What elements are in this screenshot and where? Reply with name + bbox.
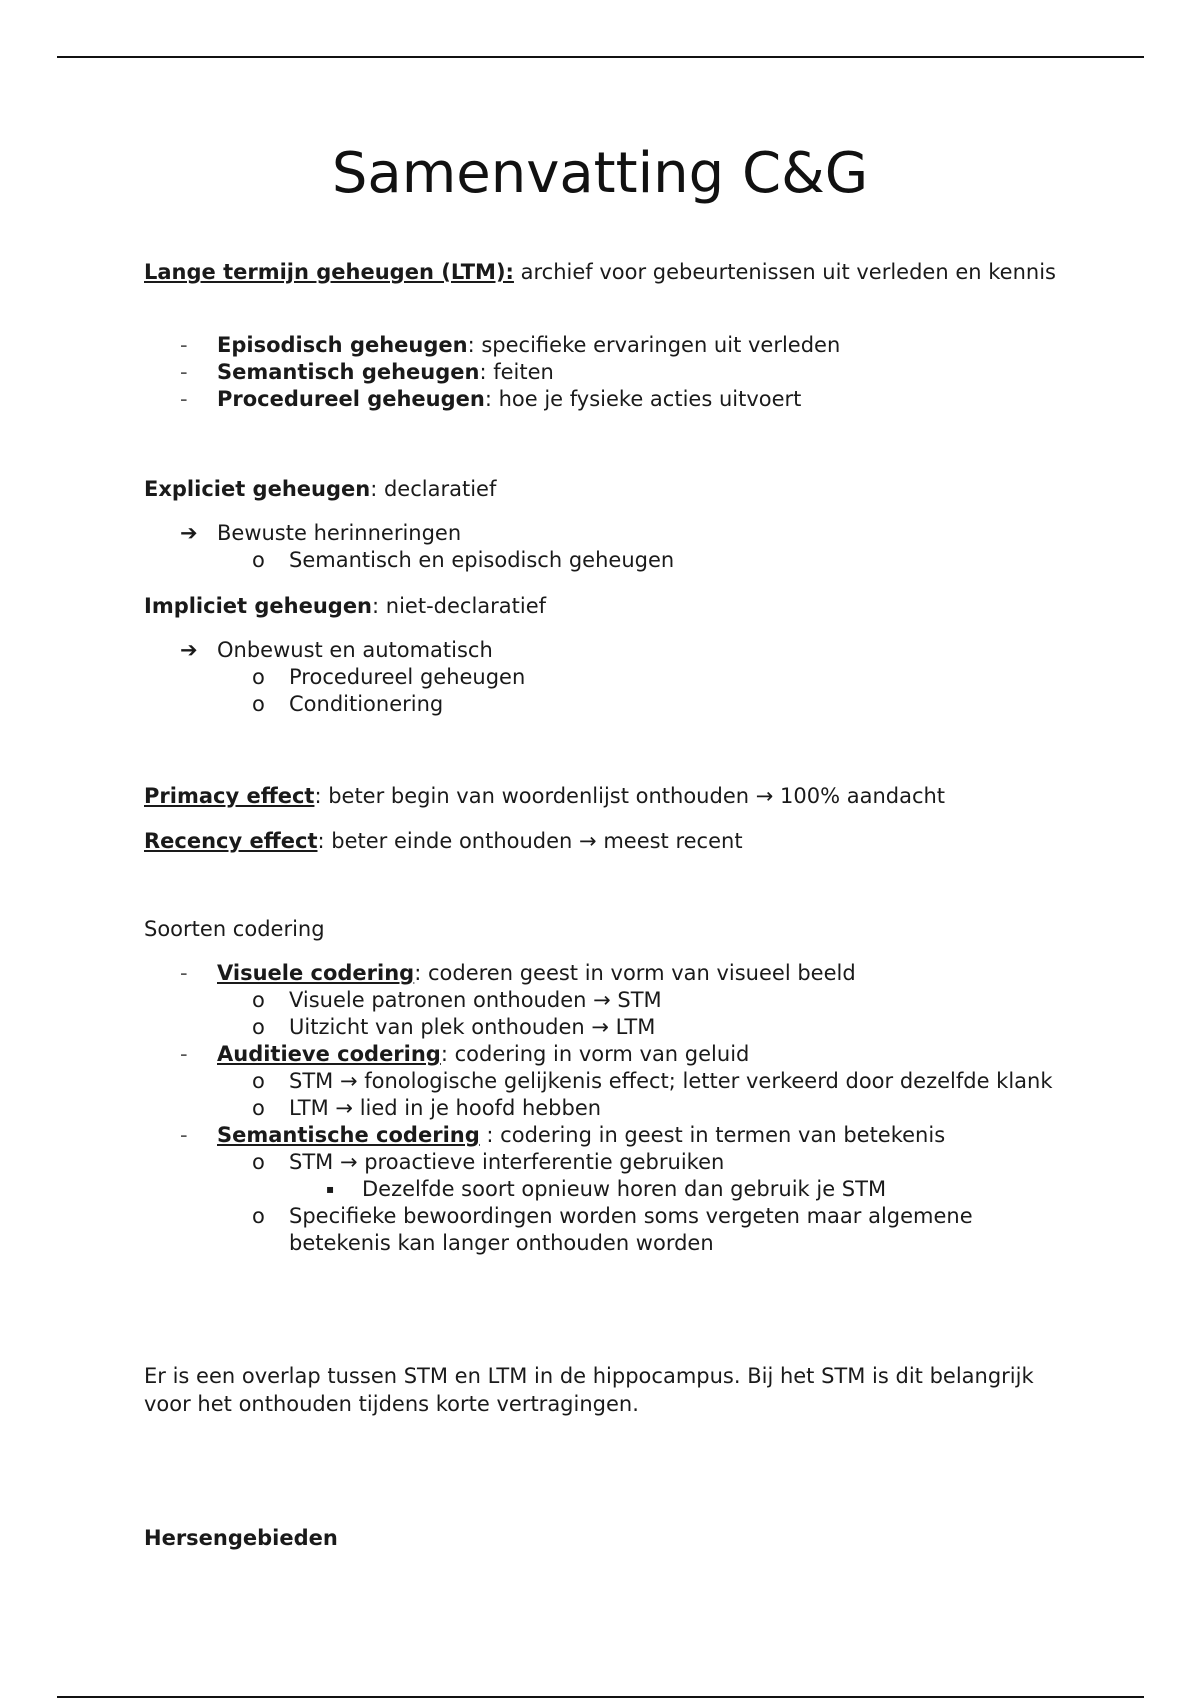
circle-marker: o [252, 1069, 265, 1093]
circle-marker: o [252, 548, 265, 572]
list-text: STM → fonologische gelijkenis effect; letter verkeerd door dezelfde klank [289, 1069, 1053, 1093]
recency-term: Recency effect [144, 829, 318, 853]
list-term: Semantisch geheugen [217, 360, 480, 384]
ltm-heading: Lange termijn geheugen (LTM): [144, 260, 514, 284]
list-item [144, 1095, 1064, 1122]
list-text: Onbewust en automatisch [217, 638, 493, 662]
list-text: : codering in vorm van geluid [440, 1042, 750, 1066]
list-text: Conditionering [289, 692, 444, 716]
overlap-paragraph: Er is een overlap tussen STM en LTM in de hippocampus. Bij het STM is dit belangrijk voor het onthouden tijdens korte vertragingen. [144, 1364, 1034, 1416]
list-text: LTM → lied in je hoofd hebben [289, 1096, 602, 1120]
circle-marker: o [252, 1096, 265, 1120]
ltm-list [144, 332, 1064, 413]
list-item [144, 960, 1064, 987]
list-item [144, 1014, 1064, 1041]
list-text: Semantisch en episodisch geheugen [289, 548, 675, 572]
list-text: Bewuste herinneringen [217, 521, 462, 545]
expliciet-text: : declaratief [370, 477, 497, 501]
dash-marker: - [180, 333, 188, 357]
codering-heading: Soorten codering [144, 917, 325, 941]
recency-definition [144, 827, 1064, 855]
list-term: Visuele codering [217, 961, 415, 985]
ltm-definition [144, 258, 1064, 286]
list-item [144, 386, 1064, 413]
list-text: Visuele patronen onthouden → STM [289, 988, 662, 1012]
list-item [144, 1122, 1064, 1149]
list-item [144, 1068, 1064, 1095]
primacy-section [144, 782, 1064, 810]
expliciet-definition [144, 475, 1064, 503]
circle-marker: o [252, 692, 265, 716]
list-text: : feiten [479, 360, 554, 384]
dash-marker: - [180, 360, 188, 384]
dash-marker: - [180, 1123, 188, 1147]
arrow-marker: ➔ [180, 638, 198, 662]
list-item [144, 520, 1064, 547]
list-item [144, 332, 1064, 359]
list-text: Dezelfde soort opnieuw horen dan gebruik je STM [362, 1177, 887, 1201]
impliciet-term: Impliciet geheugen [144, 594, 373, 618]
dash-marker: - [180, 387, 188, 411]
ltm-section [144, 258, 1064, 286]
list-item [144, 359, 1064, 386]
ltm-text: archief voor gebeurtenissen uit verleden en kennis [513, 260, 1056, 284]
dash-marker: - [180, 961, 188, 985]
list-term: Procedureel geheugen [217, 387, 485, 411]
list-text: : hoe je fysieke acties uitvoert [484, 387, 802, 411]
document-title: Samenvatting C&G [331, 141, 869, 206]
list-item [144, 1041, 1064, 1068]
dash-marker: - [180, 1042, 188, 1066]
circle-marker: o [252, 1150, 265, 1174]
list-item [144, 1149, 1064, 1176]
codering-list [144, 960, 1064, 1257]
impliciet-definition [144, 592, 1064, 620]
recency-text: : beter einde onthouden → meest recent [317, 829, 743, 853]
list-item [144, 1203, 1064, 1257]
list-text: Procedureel geheugen [289, 665, 526, 689]
list-term: Semantische codering [217, 1123, 480, 1147]
list-term: Auditieve codering [217, 1042, 441, 1066]
list-item [144, 664, 1064, 691]
list-item [144, 691, 1064, 718]
overlap-section [144, 1362, 1064, 1418]
hersengebieden-heading: Hersengebieden [144, 1526, 338, 1550]
list-text: Specifieke bewoordingen worden soms vergeten maar algemene betekenis kan langer onthouden worden [289, 1204, 973, 1255]
hersengebieden-section [144, 1524, 1064, 1552]
list-text: STM → proactieve interferentie gebruiken [289, 1150, 725, 1174]
expliciet-term: Expliciet geheugen [144, 477, 371, 501]
impliciet-list [144, 637, 1064, 718]
primacy-text: : beter begin van woordenlijst onthouden → 100% aandacht [314, 784, 946, 808]
list-item [144, 547, 1064, 574]
top-rule [57, 56, 1144, 58]
recency-section [144, 827, 1064, 855]
primacy-term: Primacy effect [144, 784, 315, 808]
list-item [144, 1176, 1064, 1203]
list-item [144, 987, 1064, 1014]
bottom-rule [57, 1696, 1144, 1698]
square-marker: ▪ [326, 1182, 335, 1196]
list-text: : coderen geest in vorm van visueel beeld [414, 961, 856, 985]
circle-marker: o [252, 1015, 265, 1039]
circle-marker: o [252, 1204, 265, 1228]
list-text: Uitzicht van plek onthouden → LTM [289, 1015, 656, 1039]
impliciet-text: : niet-declaratief [372, 594, 547, 618]
expliciet-section [144, 475, 1064, 503]
list-text: : specifieke ervaringen uit verleden [467, 333, 841, 357]
arrow-marker: ➔ [180, 521, 198, 545]
circle-marker: o [252, 665, 265, 689]
impliciet-section [144, 592, 1064, 620]
codering-section [144, 915, 1064, 943]
primacy-definition [144, 782, 1064, 810]
list-text: : codering in geest in termen van betekenis [479, 1123, 946, 1147]
expliciet-list [144, 520, 1064, 574]
circle-marker: o [252, 988, 265, 1012]
list-item [144, 637, 1064, 664]
list-term: Episodisch geheugen [217, 333, 468, 357]
